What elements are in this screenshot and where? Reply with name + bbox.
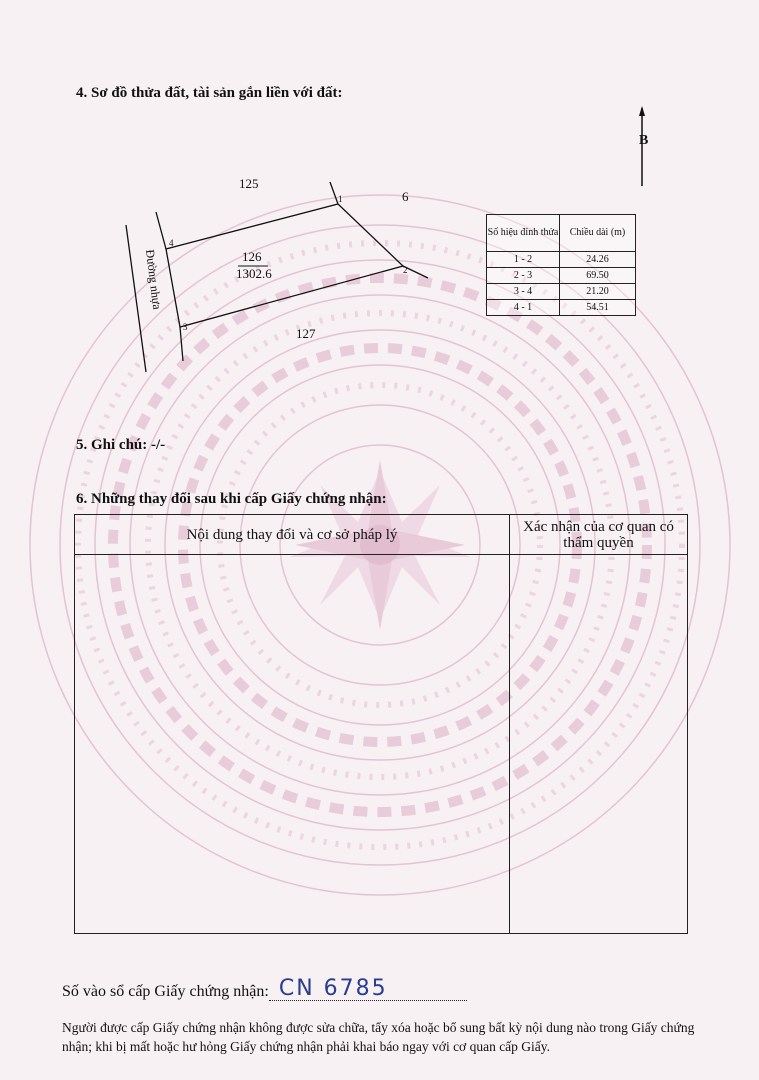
- section-5-title: 5. Ghi chú: -/-: [76, 437, 166, 453]
- vertex-4: 4: [169, 238, 174, 248]
- edge-cell: 4 - 1: [487, 300, 560, 316]
- vertex-1: 1: [338, 194, 343, 204]
- vertex-3: 3: [183, 322, 188, 332]
- neighbor-125: 125: [239, 176, 259, 191]
- length-cell: 21.20: [560, 284, 636, 300]
- edge-length-table: [486, 214, 636, 316]
- change-content-cell[interactable]: [75, 555, 510, 934]
- header-change-content: Nội dung thay đổi và cơ sở pháp lý: [75, 515, 510, 555]
- footnote: Người được cấp Giấy chứng nhận không được sửa chữa, tẩy xóa hoặc bổ sung bất kỳ nội dung nào trong Giấy chứng nhận; khi bị mất hoặc hư hỏng Giấy chứng nhận phải khai báo ngay với cơ quan cấp Giấy.: [62, 1020, 695, 1054]
- changes-table: [74, 514, 688, 934]
- registry-handwritten-number: CN 6785: [278, 976, 388, 1001]
- road-edge-right-bottom: [180, 327, 183, 361]
- header-authority-confirmation: Xác nhận của cơ quan có thẩm quyền: [510, 515, 688, 555]
- length-cell: 24.26: [560, 252, 636, 268]
- length-cell: 69.50: [560, 268, 636, 284]
- parcel-outline: [166, 204, 403, 327]
- table-row: [487, 268, 636, 284]
- edge-cell: 2 - 3: [487, 268, 560, 284]
- header-point: Số hiệu đỉnh thửa: [487, 215, 560, 252]
- edge-cell: 3 - 4: [487, 284, 560, 300]
- table-row: [487, 300, 636, 316]
- parcel-area: 1302.6: [236, 266, 272, 281]
- registry-value-field: [269, 976, 467, 1001]
- neighbor-6: 6: [402, 189, 409, 204]
- section-4-title: 4. Sơ đồ thửa đất, tài sản gắn liền với đất:: [76, 85, 343, 101]
- table-row: [487, 284, 636, 300]
- edge-cell: 1 - 2: [487, 252, 560, 268]
- table-row: [487, 252, 636, 268]
- registry-line: [62, 976, 467, 1001]
- north-label: B: [639, 133, 649, 148]
- neighbor-127: 127: [296, 326, 316, 341]
- road-edge-left: [126, 225, 146, 372]
- authority-confirmation-cell[interactable]: [510, 555, 688, 934]
- registry-label: Số vào sổ cấp Giấy chứng nhận:: [62, 983, 269, 1000]
- header-length: Chiều dài (m): [560, 215, 636, 252]
- road-edge-right-top: [156, 212, 166, 249]
- section-6-title: 6. Những thay đổi sau khi cấp Giấy chứng nhận:: [76, 491, 387, 507]
- length-cell: 54.51: [560, 300, 636, 316]
- vertex-2: 2: [403, 265, 408, 275]
- parcel-diagram: [110, 170, 450, 380]
- north-arrow-icon: [628, 104, 658, 190]
- parcel-number: 126: [242, 249, 262, 264]
- road-label: Đường nhựa: [143, 248, 165, 311]
